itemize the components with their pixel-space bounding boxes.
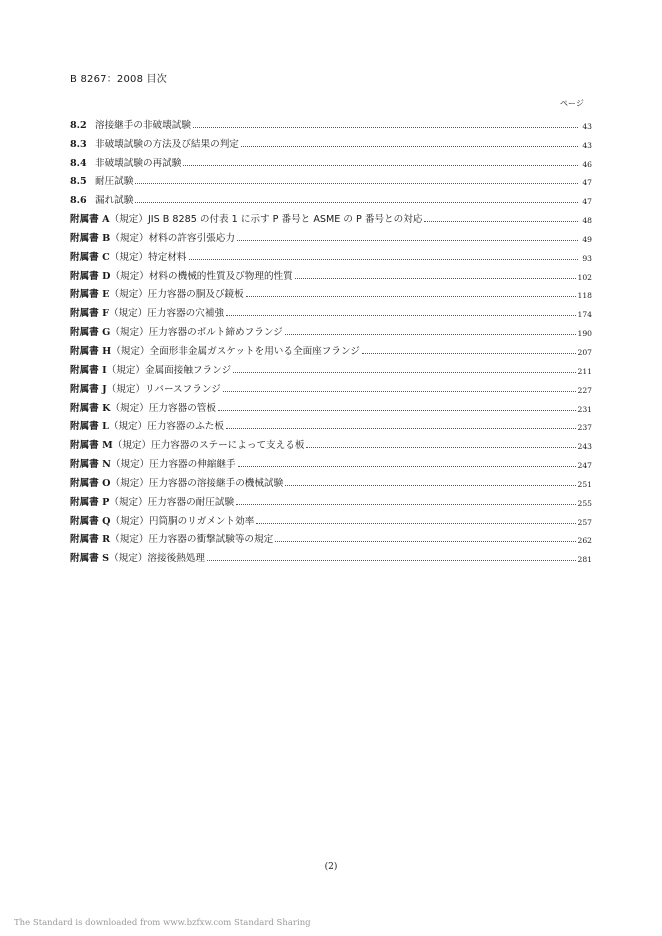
- toc-entry: [70, 527, 592, 546]
- toc-entry-page: 231: [577, 404, 592, 414]
- toc-entry-number: 附属書 N: [70, 459, 111, 471]
- toc-leader-dots: [256, 522, 575, 524]
- page-number: (2): [324, 862, 338, 872]
- toc-entry-page: 247: [577, 461, 592, 471]
- toc-entry-number: 附属書 O: [70, 477, 111, 489]
- toc-entry-page: 118: [577, 291, 592, 301]
- toc-entry-number: 附属書 M: [70, 440, 113, 452]
- toc-leader-dots: [246, 295, 576, 297]
- toc-entry: [70, 263, 592, 282]
- toc-entry-title: （規定）圧力容器の管板: [110, 402, 216, 414]
- toc-entry: [70, 489, 592, 508]
- toc-entry-page: 237: [577, 423, 592, 433]
- toc-entry-number: 附属書 C: [70, 251, 110, 263]
- toc-entry-number: 附属書 P: [70, 496, 110, 508]
- toc-leader-dots: [193, 126, 578, 128]
- toc-entry-title: （規定）圧力容器の伸縮継手: [110, 459, 236, 471]
- toc-entry-number: 8.3: [70, 138, 87, 150]
- toc-entry-title: （規定）圧力容器の胴及び鏡板: [109, 289, 244, 301]
- toc-entry-number: 附属書 A: [70, 214, 110, 226]
- toc-leader-dots: [233, 371, 575, 373]
- toc-entry-number: 8.5: [70, 176, 87, 188]
- toc-entry: [70, 112, 592, 131]
- toc-entry: [70, 169, 592, 188]
- toc-leader-dots: [241, 145, 578, 147]
- toc-entry-title: （規定）圧力容器の溶接継手の機械試験: [110, 477, 284, 489]
- toc-entry-number: 附属書 Q: [70, 515, 111, 527]
- toc-entry: [70, 470, 592, 489]
- toc-entry-page: 227: [577, 385, 592, 395]
- toc-leader-dots: [226, 427, 576, 429]
- toc-entry-title: （規定）圧力容器の穴補強: [108, 308, 225, 320]
- toc-entry-number: 附属書 H: [70, 345, 112, 357]
- toc-leader-dots: [295, 277, 576, 279]
- toc-entry-number: 附属書 B: [70, 232, 111, 244]
- toc-entry-number: 8.4: [70, 157, 87, 169]
- toc-entry-page: 47: [582, 178, 592, 188]
- toc-entry: [70, 414, 592, 433]
- toc-entry: [70, 508, 592, 527]
- toc-entry: [70, 206, 592, 225]
- toc-entry-number: 附属書 L: [70, 421, 109, 433]
- toc-entry-number: 8.6: [70, 195, 87, 207]
- toc-entry-number: 8.2: [70, 119, 87, 131]
- toc-entry-page: 211: [577, 366, 592, 376]
- toc-entry-title: （規定）金属面接触フランジ: [106, 364, 232, 376]
- toc-entry: [70, 319, 592, 338]
- toc-entry-title: 漏れ試験: [95, 195, 134, 207]
- toc-entry-title: （規定）材料の許容引張応力: [110, 232, 235, 244]
- toc-entry-page: 251: [577, 479, 592, 489]
- toc-leader-dots: [424, 220, 578, 222]
- document-header: B 8267：2008 目次: [70, 74, 167, 85]
- toc-entry-title: （規定）全面形非金属ガスケットを用いる全面座フランジ: [111, 345, 360, 357]
- toc-entry: [70, 432, 592, 451]
- toc-entry-number: 附属書 F: [70, 308, 109, 320]
- toc-entry-number: 附属書 E: [70, 289, 110, 301]
- toc-entry: [70, 451, 592, 470]
- toc-entry: [70, 395, 592, 414]
- toc-entry-page: 48: [582, 216, 592, 226]
- toc-entry: [70, 282, 592, 301]
- watermark: The Standard is downloaded from www.bzfxw.com Standard Sharing: [14, 918, 311, 928]
- toc-entry-page: 43: [582, 140, 592, 150]
- toc-entry-title: （規定）リバースフランジ: [106, 383, 221, 395]
- toc-entry: [70, 187, 592, 206]
- toc-entry-title: （規定）円筒胴のリガメント効率: [110, 515, 255, 527]
- toc-entry-title: （規定）圧力容器のボルト締めフランジ: [110, 327, 283, 339]
- toc-entry-title: （規定）圧力容器のステーによって支える板: [112, 440, 305, 452]
- toc-entry-title: （規定）圧力容器のふた板: [108, 421, 224, 433]
- toc-leader-dots: [285, 333, 576, 335]
- toc-entry-number: 附属書 I: [70, 364, 107, 376]
- toc-entry-page: 262: [577, 536, 592, 546]
- toc-entry-number: 附属書 J: [70, 383, 107, 395]
- toc-entry-title: （規定）圧力容器の耐圧試験: [109, 496, 235, 508]
- toc-entry-number: 附属書 K: [70, 402, 111, 414]
- toc-leader-dots: [189, 258, 578, 260]
- toc-entry: [70, 357, 592, 376]
- toc-entry: [70, 225, 592, 244]
- toc-entry: [70, 376, 592, 395]
- toc-entry-page: 102: [577, 272, 592, 282]
- toc-entry-page: 281: [577, 555, 592, 565]
- toc-entry-page: 46: [582, 159, 592, 169]
- toc-entry: [70, 150, 592, 169]
- toc-entry-title: 溶接継手の非破壊試験: [95, 119, 191, 131]
- toc-entry-number: 附属書 G: [70, 327, 111, 339]
- toc-leader-dots: [207, 559, 576, 561]
- toc-leader-dots: [306, 446, 575, 448]
- toc-entry-title: 非破壊試験の再試験: [95, 157, 182, 169]
- toc-entry-number: 附属書 S: [70, 553, 110, 565]
- toc-leader-dots: [285, 484, 575, 486]
- toc-leader-dots: [135, 201, 578, 203]
- toc-entry-title: （規定）材料の機械的性質及び物理的性質: [110, 270, 293, 282]
- toc-entry-page: 174: [577, 310, 592, 320]
- toc-leader-dots: [275, 540, 575, 542]
- toc-entry-title: （規定）溶接後熱処理: [109, 553, 205, 565]
- toc-entry-page: 93: [582, 253, 592, 263]
- toc-leader-dots: [135, 182, 578, 184]
- toc-entry-title: （規定）特定材料: [109, 251, 187, 263]
- toc-entry-title: （規定）圧力容器の衝撃試験等の規定: [110, 534, 274, 546]
- toc-entry-title: 耐圧試験: [95, 176, 134, 188]
- toc-entry-title: 非破壊試験の方法及び結果の判定: [95, 138, 239, 150]
- toc-entry-number: 附属書 R: [70, 534, 111, 546]
- toc-leader-dots: [237, 239, 578, 241]
- toc-leader-dots: [362, 352, 576, 354]
- toc-entry: [70, 545, 592, 564]
- toc-leader-dots: [223, 390, 576, 392]
- toc-entry-page: 257: [577, 517, 592, 527]
- toc-leader-dots: [183, 164, 578, 166]
- table-of-contents: [70, 112, 592, 564]
- toc-entry-page: 47: [582, 197, 592, 207]
- toc-leader-dots: [236, 503, 575, 505]
- toc-entry-page: 243: [577, 442, 592, 452]
- toc-entry-page: 207: [577, 347, 592, 357]
- toc-entry-number: 附属書 D: [70, 270, 111, 282]
- toc-entry: [70, 338, 592, 357]
- toc-leader-dots: [238, 465, 576, 467]
- toc-entry-page: 43: [582, 121, 592, 131]
- toc-leader-dots: [226, 314, 575, 316]
- toc-entry: [70, 244, 592, 263]
- toc-leader-dots: [218, 409, 576, 411]
- toc-entry: [70, 131, 592, 150]
- toc-entry-page: 255: [577, 498, 592, 508]
- toc-entry: [70, 300, 592, 319]
- page-column-label: ページ: [560, 99, 584, 108]
- toc-entry-page: 49: [582, 234, 592, 244]
- toc-entry-page: 190: [577, 329, 592, 339]
- toc-entry-title: （規定）JIS B 8285 の付表 1 に示す P 番号と ASME の P 番号との対応: [109, 214, 423, 226]
